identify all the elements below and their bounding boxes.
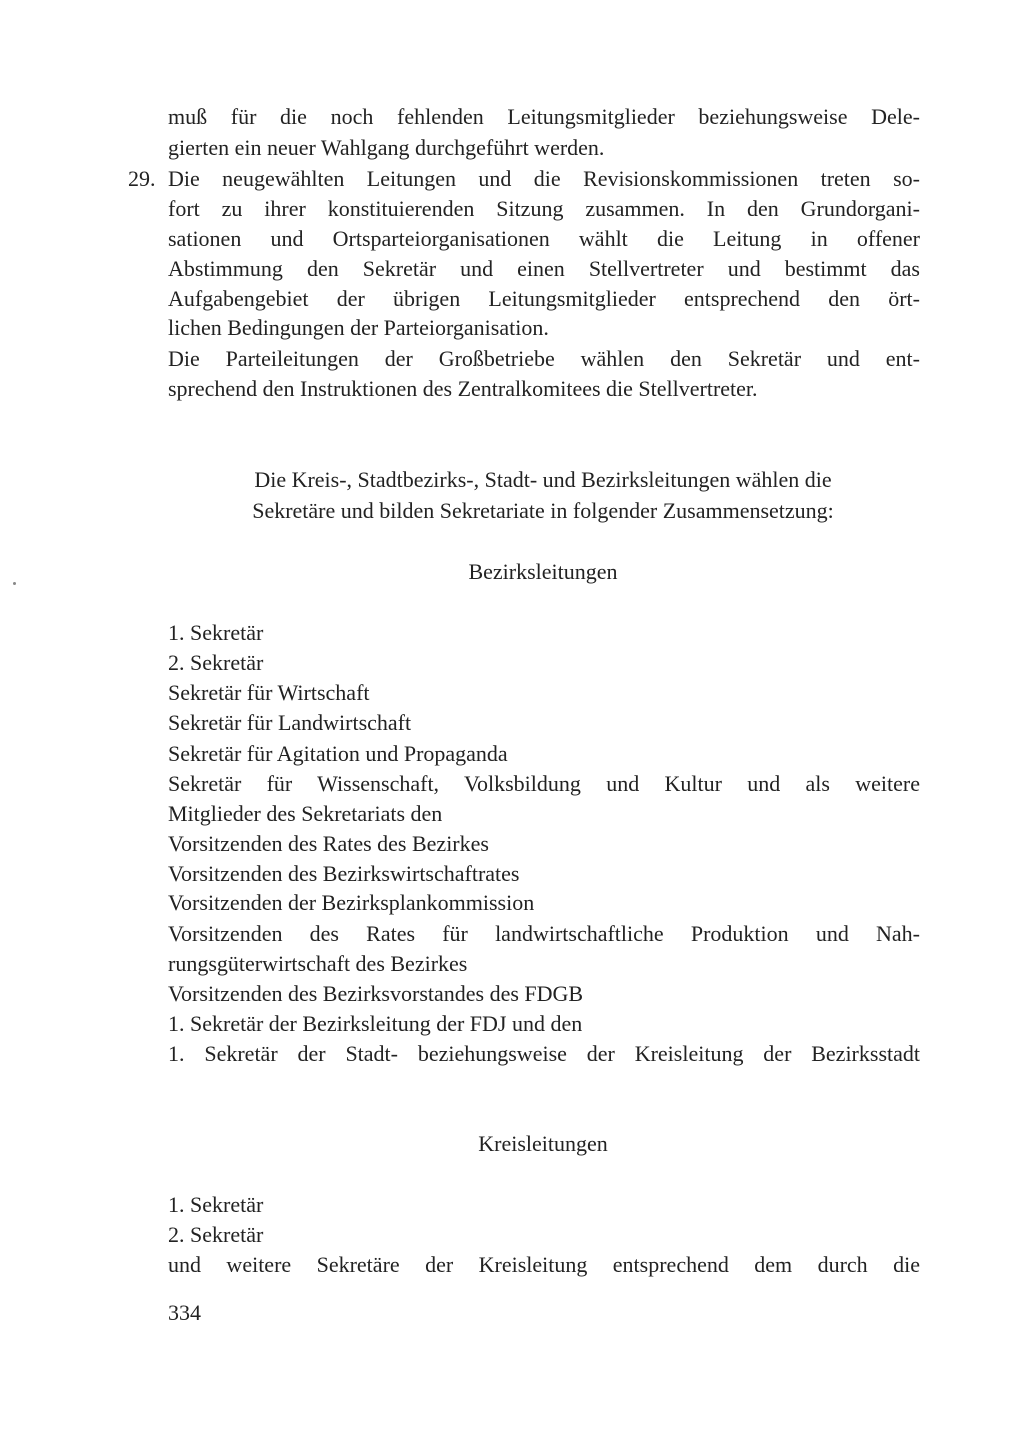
paragraph-line: muß für die noch fehlenden Leitungsmitglieder beziehungsweise Dele- — [168, 104, 920, 129]
list-item: Mitglieder des Sekretariats den — [168, 801, 443, 826]
list-item: 2. Sekretär — [168, 1222, 264, 1247]
list-item: und weitere Sekretäre der Kreisleitung entsprechend dem durch die — [168, 1252, 920, 1277]
list-item: Sekretär für Wirtschaft — [168, 680, 370, 705]
list-item: 1. Sekretär — [168, 1192, 264, 1217]
list-item: Sekretär für Agitation und Propaganda — [168, 741, 508, 766]
list-item: 1. Sekretär der Bezirksleitung der FDJ und den — [168, 1011, 583, 1036]
list-item: Vorsitzenden des Rates des Bezirkes — [168, 831, 489, 856]
section-heading-kreisleitungen: Kreisleitungen — [478, 1131, 608, 1156]
list-item: Vorsitzenden des Bezirksvorstandes des FDGB — [168, 981, 584, 1006]
list-item: Vorsitzenden des Bezirkswirtschaftrates — [168, 861, 520, 886]
intro-line: Die Kreis-, Stadtbezirks-, Stadt- und Bezirksleitungen wählen die — [254, 467, 832, 492]
paragraph-line: sprechend den Instruktionen des Zentralkomitees die Stellvertreter. — [168, 376, 758, 401]
list-item: Sekretär für Wissenschaft, Volksbildung und Kultur und als weitere — [168, 771, 920, 796]
list-item: 2. Sekretär — [168, 650, 264, 675]
paragraph-line: fort zu ihrer konstituierenden Sitzung zusammen. In den Grundorgani- — [168, 196, 920, 221]
list-item: Vorsitzenden des Rates für landwirtschaftliche Produktion und Nah- — [168, 921, 920, 946]
paragraph-line: lichen Bedingungen der Parteiorganisation. — [168, 315, 549, 340]
paragraph-line: Abstimmung den Sekretär und einen Stellvertreter und bestimmt das — [168, 256, 920, 281]
intro-line: Sekretäre und bilden Sekretariate in folgender Zusammensetzung: — [252, 498, 834, 523]
paragraph-line: sationen und Ortsparteiorganisationen wählt die Leitung in offener — [168, 226, 920, 251]
page-number: 334 — [168, 1300, 201, 1325]
list-item: Vorsitzenden der Bezirksplankommission — [168, 890, 535, 915]
paragraph-number: 29. — [128, 166, 156, 191]
list-item: 1. Sekretär — [168, 620, 264, 645]
paragraph-line: Die neugewählten Leitungen und die Revisionskommissionen treten so- — [168, 166, 920, 191]
list-item: Sekretär für Landwirtschaft — [168, 710, 412, 735]
list-item: 1. Sekretär der Stadt- beziehungsweise der Kreisleitung der Bezirksstadt — [168, 1041, 920, 1066]
section-heading-bezirksleitungen: Bezirksleitungen — [468, 559, 618, 584]
paragraph-line: gierten ein neuer Wahlgang durchgeführt werden. — [168, 135, 605, 160]
paragraph-line: Aufgabengebiet der übrigen Leitungsmitglieder entsprechend den ört- — [168, 286, 920, 311]
paragraph-line: Die Parteileitungen der Großbetriebe wählen den Sekretär und ent- — [168, 346, 920, 371]
list-item: rungsgüterwirtschaft des Bezirkes — [168, 951, 468, 976]
scan-speck — [13, 582, 16, 585]
